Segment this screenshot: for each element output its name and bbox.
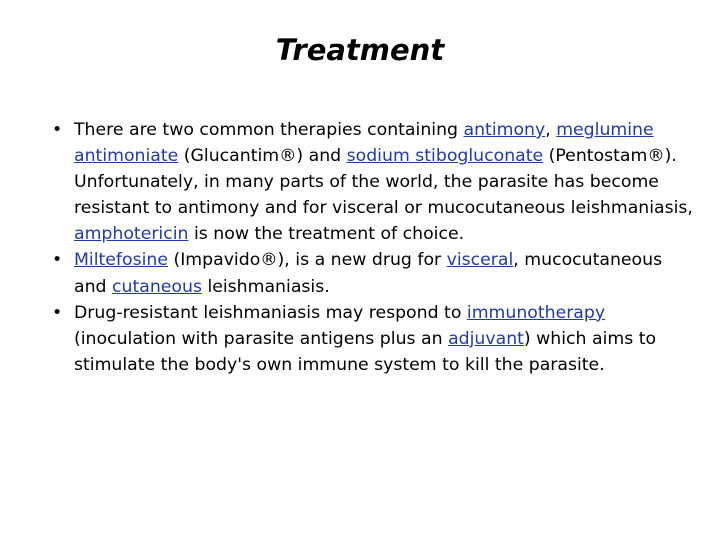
bullet-text: leishmaniasis.: [201, 276, 330, 297]
bullet-item: [52, 300, 696, 378]
bullet-text: (Pentostam®). Unfortunately, in many parts of the world, the parasite has become resistant to antimony and for visceral or mucocutaneous leishmaniasis,: [74, 146, 693, 219]
bullet-text: ) which aims to stimulate the body's own immune system to kill the parasite.: [74, 328, 657, 375]
hyperlink[interactable]: cutaneous: [112, 276, 202, 297]
bullet-text: Drug-resistant leishmaniasis may respond to: [74, 302, 467, 323]
bullet-marker: •: [52, 302, 63, 323]
hyperlink[interactable]: immunotherapy: [466, 302, 606, 323]
bullet-text: , mucocutaneous and: [74, 250, 663, 297]
bullet-marker: •: [52, 250, 63, 271]
hyperlink[interactable]: antimony: [463, 120, 546, 140]
hyperlink[interactable]: visceral: [446, 250, 514, 271]
bullet-text: ,: [545, 120, 557, 140]
bullet-text: is now the treatment of choice.: [188, 224, 465, 245]
slide-title: Treatment: [275, 33, 445, 67]
hyperlink[interactable]: amphotericin: [74, 224, 189, 245]
bullet-item: [52, 117, 696, 247]
hyperlink[interactable]: meglumine antimoniate: [74, 120, 654, 167]
bullet-text: (Glucantim®) and: [178, 146, 347, 167]
hyperlink[interactable]: sodium stibogluconate: [346, 146, 544, 167]
hyperlink[interactable]: Miltefosine: [74, 250, 168, 271]
bullet-marker: •: [52, 120, 63, 140]
bullet-text: (inoculation with parasite antigens plus an: [74, 328, 449, 349]
hyperlink[interactable]: adjuvant: [448, 328, 524, 349]
bullet-text: There are two common therapies containing: [74, 120, 464, 140]
bullet-list: [52, 117, 696, 378]
bullet-text: (Impavido®), is a new drug for: [167, 250, 447, 271]
bullet-item: [52, 247, 696, 299]
